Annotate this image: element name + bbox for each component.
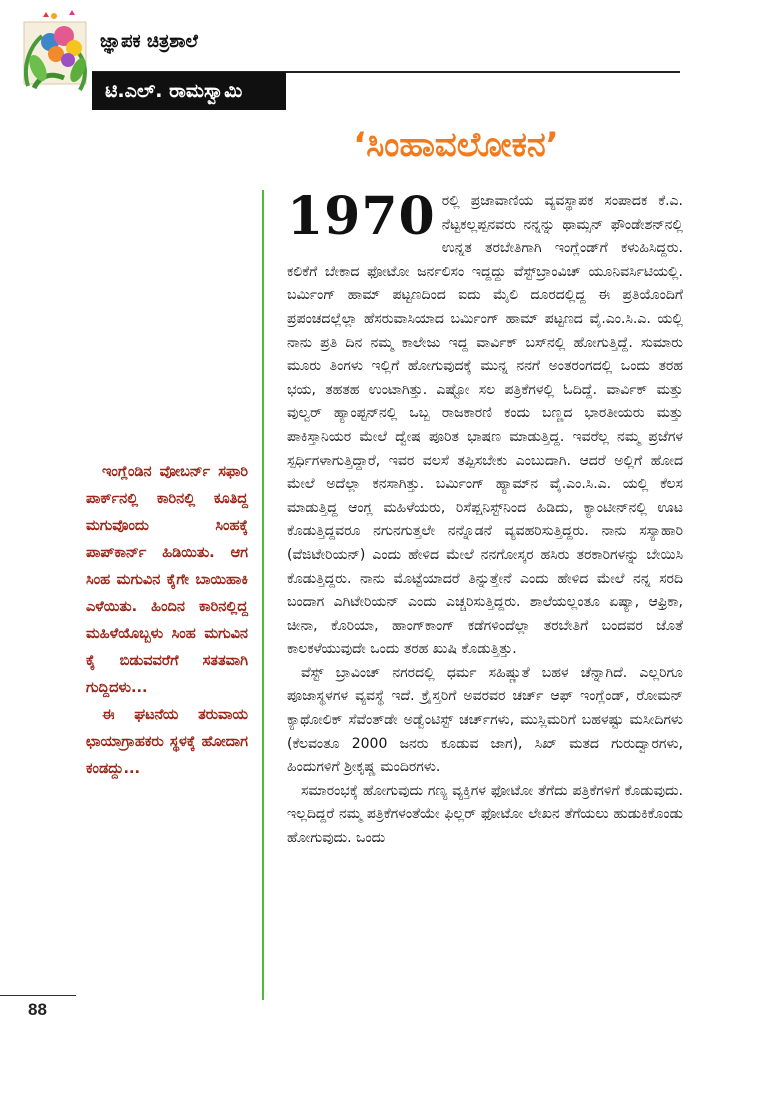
article-paragraph: ವೆಸ್ಟ್ ಬ್ರಾವಿಂಚ್ ನಗರದಲ್ಲಿ ಧರ್ಮ ಸಹಿಷ್ಣುತೆ ಬಹಳ ಚೆನ್ನಾಗಿದೆ. ಎಲ್ಲರಿಗೂ ಪೂಜಾಸ್ಥಳಗಳ ವ್ಯವಸ್ಥೆ ಇದೆ. ಕ್ರೈಸ್ತರಿಗೆ ಅವರವರ ಚರ್ಚ್ ಆಫ್ ಇಂಗ್ಲೆಂಡ್, ರೋಮನ್ ಕ್ಯಾಥೋಲಿಕ್ ಸೆವೆಂತ್‌ಡೇ ಅಡ್ವೆಂಟಿಸ್ಟ್ ಚರ್ಚ್‌ಗಳು, ಮುಸ್ಲಿಮರಿಗೆ ಬಹಳಷ್ಟು ಮಸೀದಿಗಳು (ಕೆಲವಂತೂ 2000 ಜನರು ಕೂಡುವ ಜಾಗ), ಸಿಖ್ ಮತದ ಗುರುದ್ವಾರಗಳು, ಹಿಂದುಗಳಿಗೆ ಶ್ರೀಕೃಷ್ಣ ಮಂದಿರಗಳು. (287, 664, 683, 776)
article-body (287, 186, 683, 851)
dropcap-year: 1970 (287, 186, 436, 247)
flower-bouquet-icon (20, 6, 94, 92)
article-headline: ‘ಸಿಂಹಾವಲೋಕನ’ (353, 125, 559, 165)
pull-quote-paragraph: ಈ ಘಟನೆಯ ತರುವಾಯ ಛಾಯಾಗ್ರಾಹಕರು ಸ್ಥಳಕ್ಕೆ ಹೋದಾಗ ಕಂಡದ್ದು... (86, 707, 248, 777)
column-divider (262, 190, 264, 1000)
page-number: 88 (28, 1000, 47, 1019)
article-paragraph: ಸಮಾರಂಭಕ್ಕೆ ಹೋಗುವುದು ಗಣ್ಯ ವ್ಯಕ್ತಿಗಳ ಫೋಟೋ ತೆಗೆದು ಪತ್ರಿಕೆಗಳಿಗೆ ಕೊಡುವುದು. ಇಲ್ಲದಿದ್ದರೆ ನಮ್ಮ ಪತ್ರಿಕೆಗಳಂತೆಯೇ ಫಿಲ್ಲರ್ ಫೋಟೋ ಲೇಖನ ತೆಗೆಯಲು ಹುಡುಕಿಕೊಂಡು ಹೋಗುವುದು. ಒಂದು (287, 782, 683, 847)
footer-rule (0, 995, 76, 996)
pull-quote (86, 459, 248, 783)
article-paragraph (287, 186, 683, 662)
author-name: ಟಿ.ಎಲ್. ರಾಮಸ್ವಾಮಿ (105, 80, 243, 102)
column-title: ಜ್ಞಾಪಕ ಚಿತ್ರಶಾಲೆ (100, 31, 198, 52)
pull-quote-paragraph: ಇಂಗ್ಲೆಂಡಿನ ವೋಬರ್ನ್ ಸಫಾರಿ ಪಾರ್ಕ್‌ನಲ್ಲಿ ಕಾರಿನಲ್ಲಿ ಕೂತಿದ್ದ ಮಗುವೊಂದು ಸಿಂಹಕ್ಕೆ ಪಾಪ್‌ಕಾರ್ನ್ ಹಿಡಿಯಿತು. ಆಗ ಸಿಂಹ ಮಗುವಿನ ಕೈಗೇ ಬಾಯಿಹಾಕಿ ಎಳೆಯಿತು. ಹಿಂದಿನ ಕಾರಿನಲ್ಲಿದ್ದ ಮಹಿಳೆಯೊಬ್ಬಳು ಸಿಂಹ ಮಗುವಿನ ಕೈ ಬಿಡುವವರೆಗೆ ಸತತವಾಗಿ ಗುದ್ದಿದಳು... (86, 464, 248, 696)
paragraph-text: ರಲ್ಲಿ ಪ್ರಜಾವಾಣಿಯ ವ್ಯವಸ್ಥಾಪಕ ಸಂಪಾದಕ ಕೆ.ಎ. ನೆಟ್ಟಕಲ್ಲಪ್ಪನವರು ನನ್ನನ್ನು ಥಾಮ್ಸನ್ ಫೌಂಡೇಶನ್‌ನಲ್ಲಿ ಉನ್ನತ ತರಬೇತಿಗಾಗಿ ಇಂಗ್ಲೆಂಡ್‌ಗೆ ಕಳುಹಿಸಿದ್ದರು. ಕಲಿಕೆಗೆ ಬೇಕಾದ ಫೋಟೋ ಜರ್ನಲಿಸಂ ಇದ್ದದ್ದು ವೆಸ್ಟ್‌ಬ್ರಾಂವಿಚ್ ಯೂನಿವರ್ಸಿಟಿಯಲ್ಲಿ. ಬರ್ಮಿಂಗ್ ಹಾಮ್ ಪಟ್ಟಣದಿಂದ ಐದು ಮೈಲಿ ದೂರದಲ್ಲಿದ್ದ ಈ ಪ್ರತಿಯೊಂದಿಗೆ ಪ್ರಪಂಚದಲ್ಲೆಲ್ಲಾ ಹೆಸರುವಾಸಿಯಾದ ಬರ್ಮಿಂಗ್ ಹಾಮ್ ಪಟ್ಟಣದ ವೈ.ಎಂ.ಸಿ.ಎ. ಯಲ್ಲಿ ನಾನು ಪ್ರತಿ ದಿನ ನಮ್ಮ ಕಾಲೇಜು ಇದ್ದ ವಾರ್ವಿಕ್ ಬಸ್‌ನಲ್ಲಿ ಹೋಗುತ್ತಿದ್ದೆ. ಸುಮಾರು ಮೂರು ತಿಂಗಳು ಇಲ್ಲಿಗೆ ಹೋಗುವುದಕ್ಕೆ ಮುನ್ನ ನನಗೆ ಅಂತರಂಗದಲ್ಲಿ ಒಂದು ತರಹ ಭಯ, ತಹತಹ ಉಂಟಾಗಿತ್ತು. ಎಷ್ಟೋ ಸಲ ಪತ್ರಿಕೆಗಳಲ್ಲಿ ಓದಿದ್ದೆ. ವಾರ್ವಿಕ್ ಮತ್ತು ವುಲ್ವರ್ ಹ್ಯಾಂಪ್ಟನ್‌ನಲ್ಲಿ ಒಬ್ಬ ರಾಜಕಾರಣಿ ಕಂದು ಬಣ್ಣದ ಭಾರತೀಯರು ಮತ್ತು ಪಾಕಿಸ್ತಾನಿಯರ ಮೇಲೆ ದ್ವೇಷ ಪೂರಿತ ಭಾಷಣ ಮಾಡುತ್ತಿದ್ದ. ಇವರೆಲ್ಲ ನಮ್ಮ ಪ್ರಜೆಗಳ ಸ್ಪರ್ಧಿಗಳಾಗುತ್ತಿದ್ದಾರೆ, ಇವರ ವಲಸೆ ತಪ್ಪಿಸಬೇಕು ಎಂಬುದಾಗಿ. ಆದರೆ ಅಲ್ಲಿಗೆ ಹೋದ ಮೇಲೆ ಅದೆಲ್ಲಾ ಕನಸಾಗಿತ್ತು. ಬರ್ಮಿಂಗ್ ಹ್ಯಾಮ್‌ನ ವೈ.ಎಂ.ಸಿ.ಎ. ಯಲ್ಲಿ ಕೆಲಸ ಮಾಡುತ್ತಿದ್ದ ಆಂಗ್ಲ ಮಹಿಳೆಯರು, ರಿಸೆಪ್ಷನಿಸ್ಟ್‌ನಿಂದ ಹಿಡಿದು, ಕ್ಯಾಂಟೀನ್‌ನಲ್ಲಿ ಊಟ ಕೊಡುತ್ತಿದ್ದವರೂ ನಗುನಗುತ್ತಲೇ ನನ್ನೊಡನೆ ವ್ಯವಹರಿಸುತ್ತಿದ್ದರು. ನಾನು ಸಸ್ಯಾಹಾರಿ (ವೆಜಿಟೇರಿಯನ್) ಎಂದು ಹೇಳಿದ ಮೇಲೆ ನನಗೋಸ್ಕರ ಹಸಿರು ತರಕಾರಿಗಳನ್ನು ಬೇಯಿಸಿ ಕೊಡುತ್ತಿದ್ದರು. ನಾನು ಮೊಟ್ಟೆಯಾದರೆ ತಿನ್ನುತ್ತೇನೆ ಎಂದು ಹೇಳಿದ ಮೇಲೆ ನನ್ನ ಸರದಿ ಬಂದಾಗ ಎಗಿಟೇರಿಯನ್ ಎಂದು ಎಚ್ಚರಿಸುತ್ತಿದ್ದರು. ಶಾಲೆಯಲ್ಲಂತೂ ಏಷ್ಯಾ, ಆಫ್ರಿಕಾ, ಚೀನಾ, ಕೊರಿಯಾ, ಹಾಂಗ್‌ಕಾಂಗ್ ಕಡೆಗಳಿಂದೆಲ್ಲಾ ತರಬೇತಿಗೆ ಬಂದವರ ಜೊತೆ ಕಾಲಕಳೆಯುವುದೇ ಒಂದು ತರಹ ಖುಷಿ ಕೊಡುತ್ತಿತ್ತು. (287, 193, 683, 658)
